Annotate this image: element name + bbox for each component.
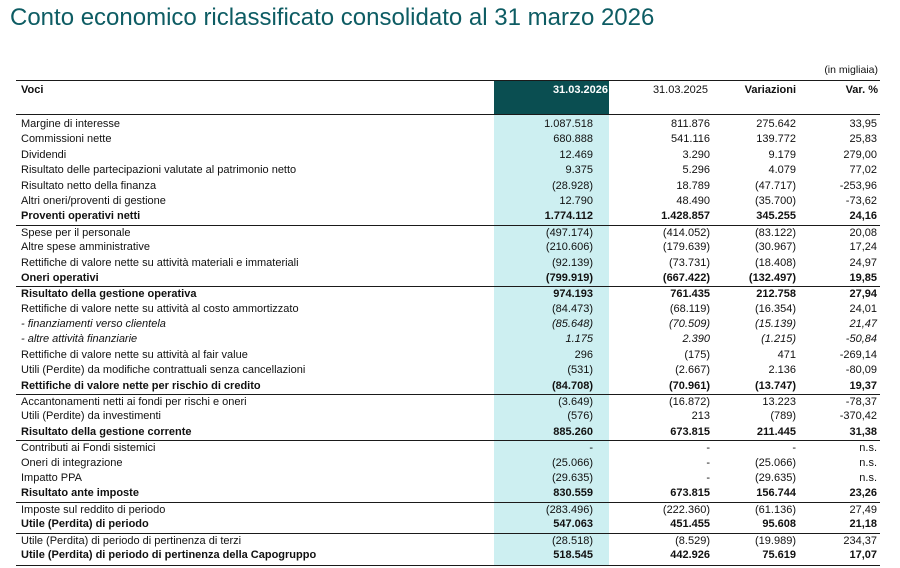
value-variazioni: 139.772 [756,133,796,146]
value-31-03-2026: 547.063 [553,518,593,531]
value-31-03-2026: (84.708) [552,379,593,392]
value-31-03-2025: - [706,442,710,455]
value-var-percent: 31,38 [849,425,877,438]
value-variazioni: 75.619 [762,548,796,561]
row-label: - altre attività finanziarie [21,333,138,346]
value-31-03-2026: 885.260 [553,425,593,438]
row-label: Rettifiche di valore nette su attività al costo ammortizzato [21,302,299,315]
value-31-03-2025: (222.360) [662,503,710,516]
value-var-percent: 19,85 [849,271,877,284]
value-31-03-2026: 296 [574,348,593,361]
value-variazioni: (16.354) [755,302,796,315]
table-row [16,132,880,147]
value-variazioni: 345.255 [756,210,796,223]
table-row [16,163,880,178]
value-variazioni: 156.744 [756,487,796,500]
value-31-03-2025: 761.435 [670,288,710,301]
value-31-03-2025: (16.872) [669,396,710,409]
value-var-percent: 21,18 [849,518,877,531]
value-31-03-2026: (283.496) [545,503,593,516]
page-title: Conto economico riclassificato consolidato al 31 marzo 2026 [10,4,655,31]
value-31-03-2025: 213 [691,410,710,423]
value-31-03-2026: (210.606) [545,241,593,254]
row-label: Spese per il personale [21,226,131,239]
row-label: Risultato delle partecipazioni valutate al patrimonio netto [21,164,297,177]
value-variazioni: 95.608 [762,518,796,531]
table-row [16,456,880,471]
value-variazioni: (18.408) [755,256,796,269]
value-31-03-2026: 518.545 [553,548,593,561]
value-31-03-2026: - [589,442,593,455]
value-31-03-2025: 442.926 [670,548,710,561]
table-header-rule [16,114,880,115]
value-31-03-2025: 451.455 [670,518,710,531]
row-label: Dividendi [21,148,67,161]
value-31-03-2026: (576) [567,410,593,423]
table-row [16,502,880,517]
value-variazioni: (15.139) [755,318,796,331]
table-row [16,148,880,163]
value-31-03-2026: (531) [567,364,593,377]
row-label: Rettifiche di valore nette su attività materiali e immateriali [21,256,299,269]
value-var-percent: -80,09 [845,364,877,377]
table-row [16,379,880,394]
value-variazioni: (30.967) [755,241,796,254]
row-label: Risultato della gestione corrente [21,425,192,438]
table-row [16,348,880,363]
value-variazioni: 2.136 [768,364,796,377]
table-row [16,117,880,132]
row-label: Risultato ante imposte [21,487,139,500]
value-variazioni: (789) [770,410,796,423]
value-31-03-2025: 811.876 [671,118,710,130]
row-label: Contributi ai Fondi sistemici [21,442,156,455]
value-var-percent: -50,84 [845,333,877,346]
row-label: Rettifiche di valore nette su attività al fair value [21,348,248,361]
value-31-03-2026: (85.648) [552,318,593,331]
value-31-03-2025: (70.961) [669,379,710,392]
table-row [16,471,880,486]
value-31-03-2025: (2.667) [675,364,710,377]
value-variazioni: 211.445 [756,425,796,438]
value-var-percent: 234,37 [843,534,877,547]
table-bottom-rule [16,565,880,566]
value-31-03-2026: 12.790 [559,194,593,207]
table-row [16,394,880,409]
value-31-03-2026: (92.139) [552,256,593,269]
value-var-percent: -253,96 [839,179,877,192]
value-31-03-2025: - [706,471,710,484]
row-label: Utile (Perdita) di periodo di pertinenza della Capogruppo [21,548,317,561]
table-row [16,240,880,255]
row-label: Utili (Perdite) da modifiche contrattuali senza cancellazioni [21,364,306,377]
value-31-03-2026: 680.888 [553,133,593,146]
value-var-percent: 77,02 [849,164,877,177]
value-variazioni: (13.747) [755,379,796,392]
value-var-percent: n.s. [859,442,877,455]
table-row [16,332,880,347]
value-31-03-2026: (28.928) [552,179,593,192]
value-31-03-2025: 1.428.857 [661,210,710,223]
value-31-03-2026: (29.635) [552,471,593,484]
table-row [16,533,880,548]
table-row [16,409,880,424]
table-row [16,363,880,378]
value-var-percent: 27,49 [849,503,877,516]
value-var-percent: 20,08 [849,226,877,239]
value-var-percent: 27,94 [849,288,877,301]
value-31-03-2025: (68.119) [669,302,710,315]
value-var-percent: 19,37 [849,379,877,392]
value-variazioni: (61.136) [755,503,796,516]
value-31-03-2025: (667.422) [662,271,710,284]
value-31-03-2025: 2.390 [682,333,710,346]
value-var-percent: 24,16 [849,210,877,223]
row-label: Risultato della gestione operativa [21,288,197,301]
table-row [16,548,880,563]
value-var-percent: 21,47 [849,318,877,331]
table-row [16,286,880,301]
value-31-03-2026: 1.175 [565,333,593,346]
value-var-percent: n.s. [859,471,877,484]
row-label: Altre spese amministrative [21,241,150,254]
row-label: Oneri di integrazione [21,456,123,469]
row-label: Altri oneri/proventi di gestione [21,194,166,207]
header-voci: Voci [21,84,44,96]
value-31-03-2026: 1.087.518 [544,118,593,130]
row-label: - finanziamenti verso clientela [21,318,166,331]
income-statement-table [16,117,880,563]
row-label: Risultato netto della finanza [21,179,157,192]
value-variazioni: (19.989) [755,534,796,547]
value-31-03-2026: (799.919) [545,271,593,284]
value-variazioni: 275.642 [756,118,796,130]
row-label: Utili (Perdite) da investimenti [21,410,161,423]
header-current-period: 31.03.2026 [552,84,608,96]
value-variazioni: (132.497) [748,271,796,284]
table-row [16,225,880,240]
row-label: Utile (Perdita) di periodo [21,518,149,531]
value-variazioni: (47.717) [755,179,796,192]
value-31-03-2025: 3.290 [682,148,710,161]
table-row [16,209,880,224]
value-var-percent: -269,14 [839,348,877,361]
value-31-03-2025: (414.052) [662,226,710,239]
table-row [16,440,880,455]
value-31-03-2025: 541.116 [671,133,710,146]
value-var-percent: 17,07 [849,548,877,561]
table-row [16,302,880,317]
table-row [16,179,880,194]
row-label: Imposte sul reddito di periodo [21,503,166,516]
value-31-03-2025: 673.815 [670,487,710,500]
value-variazioni: (1.215) [761,333,796,346]
value-31-03-2026: (3.649) [558,396,593,409]
row-label: Impatto PPA [21,471,82,484]
value-31-03-2026: (28.518) [552,534,593,547]
row-label: Accantonamenti netti ai fondi per rischi e oneri [21,396,247,409]
value-31-03-2026: 1.774.112 [544,210,593,223]
row-label: Proventi operativi netti [21,210,141,223]
table-row [16,425,880,440]
value-var-percent: 24,97 [849,256,877,269]
value-31-03-2026: (84.473) [552,302,593,315]
header-prior-period: 31.03.2025 [652,84,708,96]
table-row [16,486,880,501]
value-var-percent: 17,24 [849,241,877,254]
value-31-03-2025: - [706,456,710,469]
value-variazioni: 212.758 [756,288,796,301]
value-variazioni: 471 [777,348,796,361]
value-var-percent: 33,95 [849,118,877,130]
value-31-03-2026: (25.066) [552,456,593,469]
value-variazioni: - [792,442,796,455]
value-31-03-2026: 830.559 [553,487,593,500]
value-variazioni: (25.066) [755,456,796,469]
value-variazioni: (29.635) [755,471,796,484]
value-31-03-2025: 48.490 [676,194,710,207]
value-var-percent: n.s. [859,456,877,469]
value-variazioni: (35.700) [755,194,796,207]
value-variazioni: 9.179 [768,148,796,161]
value-31-03-2025: 5.296 [682,164,710,177]
row-label: Oneri operativi [21,271,99,284]
table-row [16,194,880,209]
value-variazioni: 4.079 [768,164,796,177]
value-31-03-2026: 974.193 [553,288,593,301]
table-row [16,517,880,532]
value-31-03-2026: 9.375 [565,164,593,177]
value-31-03-2025: (70.509) [669,318,710,331]
row-label: Rettifiche di valore nette per rischio di credito [21,379,261,392]
value-var-percent: 25,83 [849,133,877,146]
header-var-percent: Var. % [845,84,878,96]
value-var-percent: -73,62 [845,194,877,207]
value-var-percent: -78,37 [845,396,877,409]
header-variazioni: Variazioni [744,84,796,96]
value-var-percent: -370,42 [839,410,877,423]
row-label: Commissioni nette [21,133,112,146]
value-31-03-2026: 12.469 [559,148,593,161]
table-top-rule [16,80,880,81]
value-31-03-2025: (73.731) [669,256,710,269]
value-var-percent: 279,00 [843,148,877,161]
value-variazioni: (83.122) [755,226,796,239]
value-31-03-2025: (175) [684,348,710,361]
value-var-percent: 24,01 [849,302,877,315]
table-row [16,256,880,271]
value-31-03-2025: 18.789 [676,179,710,192]
value-31-03-2026: (497.174) [545,226,593,239]
table-row [16,271,880,286]
value-variazioni: 13.223 [762,396,796,409]
row-label: Utile (Perdita) di periodo di pertinenza di terzi [21,534,242,547]
value-31-03-2025: (8.529) [675,534,710,547]
value-var-percent: 23,26 [849,487,877,500]
unit-note: (in migliaia) [824,64,878,76]
row-label: Margine di interesse [21,118,121,130]
value-31-03-2025: (179.639) [662,241,710,254]
table-row [16,317,880,332]
value-31-03-2025: 673.815 [670,425,710,438]
